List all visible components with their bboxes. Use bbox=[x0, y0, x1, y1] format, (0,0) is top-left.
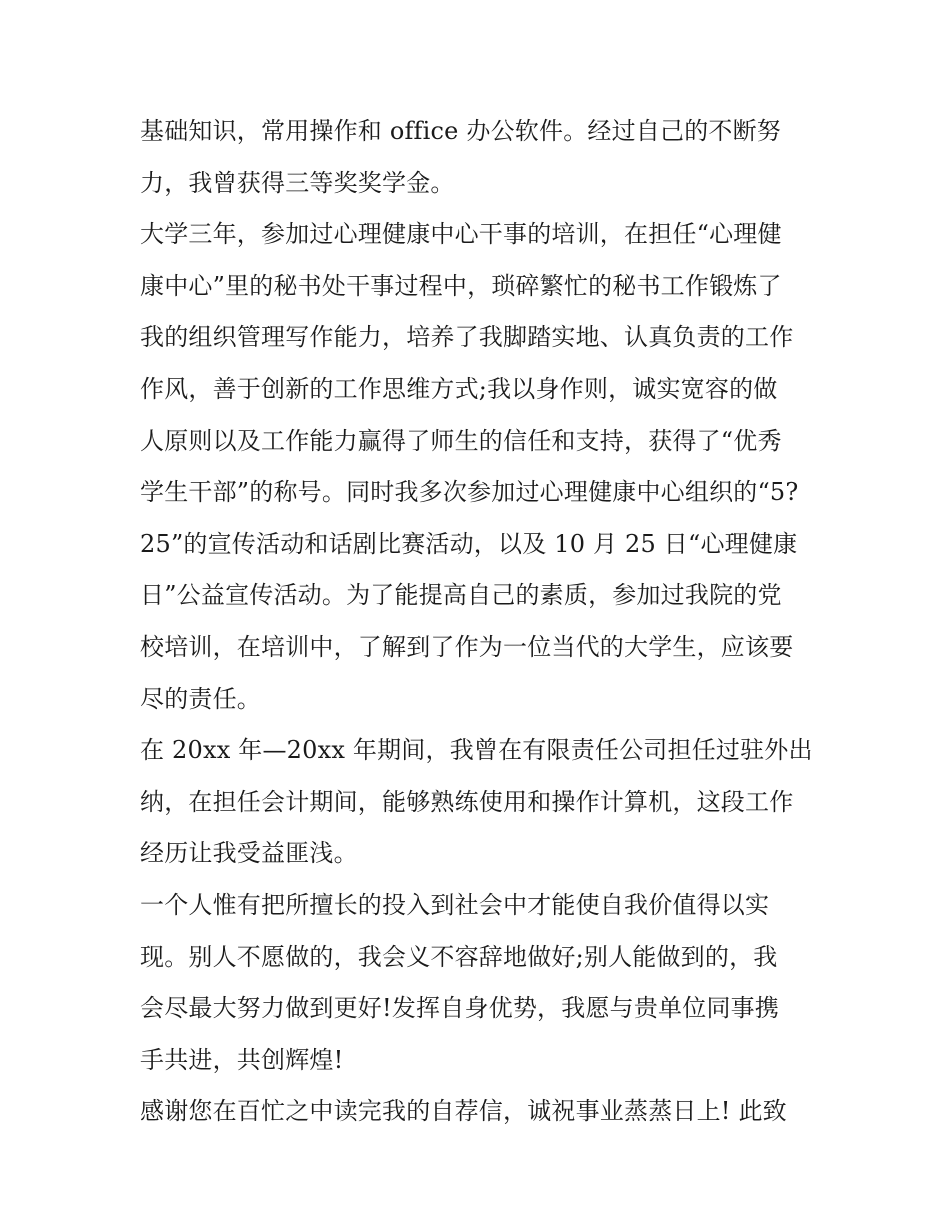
document-body bbox=[140, 106, 820, 1138]
text-line: 力，我曾获得三等奖奖学金。 bbox=[140, 168, 455, 197]
text-line: 大学三年，参加过心理健康中心干事的培训，在担任“心理健 bbox=[140, 220, 782, 249]
text-line: 基础知识，常用操作和 office 办公软件。经过自己的不断努 bbox=[140, 117, 781, 145]
text-line: 我的组织管理写作能力，培养了我脚踏实地、认真负责的工作 bbox=[140, 323, 794, 352]
text-line: 作风，善于创新的工作思维方式;我以身作则，诚实宽容的做 bbox=[140, 374, 778, 403]
text-line: 会尽最大努力做到更好!发挥自身优势，我愿与贵单位同事携 bbox=[140, 994, 780, 1023]
text-line: 学生干部”的称号。同时我多次参加过心理健康中心组织的“5? bbox=[140, 478, 799, 507]
text-line: 在 20xx 年—20xx 年期间，我曾在有限责任公司担任过驻外出 bbox=[140, 736, 813, 765]
text-line: 经历让我受益匪浅。 bbox=[140, 839, 358, 868]
text-line: 手共进，共创辉煌! bbox=[140, 1045, 344, 1074]
text-line: 一个人惟有把所擅长的投入到社会中才能使自我价值得以实 bbox=[140, 890, 770, 919]
text-line: 感谢您在百忙之中读完我的自荐信，诚祝事业蒸蒸日上! 此致 bbox=[140, 1097, 787, 1126]
text-line: 日”公益宣传活动。为了能提高自己的素质，参加过我院的党 bbox=[140, 581, 782, 610]
text-line: 纳，在担任会计期间，能够熟练使用和操作计算机，这段工作 bbox=[140, 787, 794, 816]
text-line: 康中心”里的秘书处干事过程中，琐碎繁忙的秘书工作锻炼了 bbox=[140, 271, 782, 300]
text-line: 校培训，在培训中，了解到了作为一位当代的大学生，应该要 bbox=[140, 632, 794, 661]
text-line: 尽的责任。 bbox=[140, 684, 261, 713]
text-line: 现。别人不愿做的，我会义不容辞地做好;别人能做到的，我 bbox=[140, 942, 778, 971]
text-line: 25”的宣传活动和话剧比赛活动，以及 10 月 25 日“心理健康 bbox=[140, 529, 798, 558]
text-line: 人原则以及工作能力赢得了师生的信任和支持，获得了“优秀 bbox=[140, 426, 782, 455]
